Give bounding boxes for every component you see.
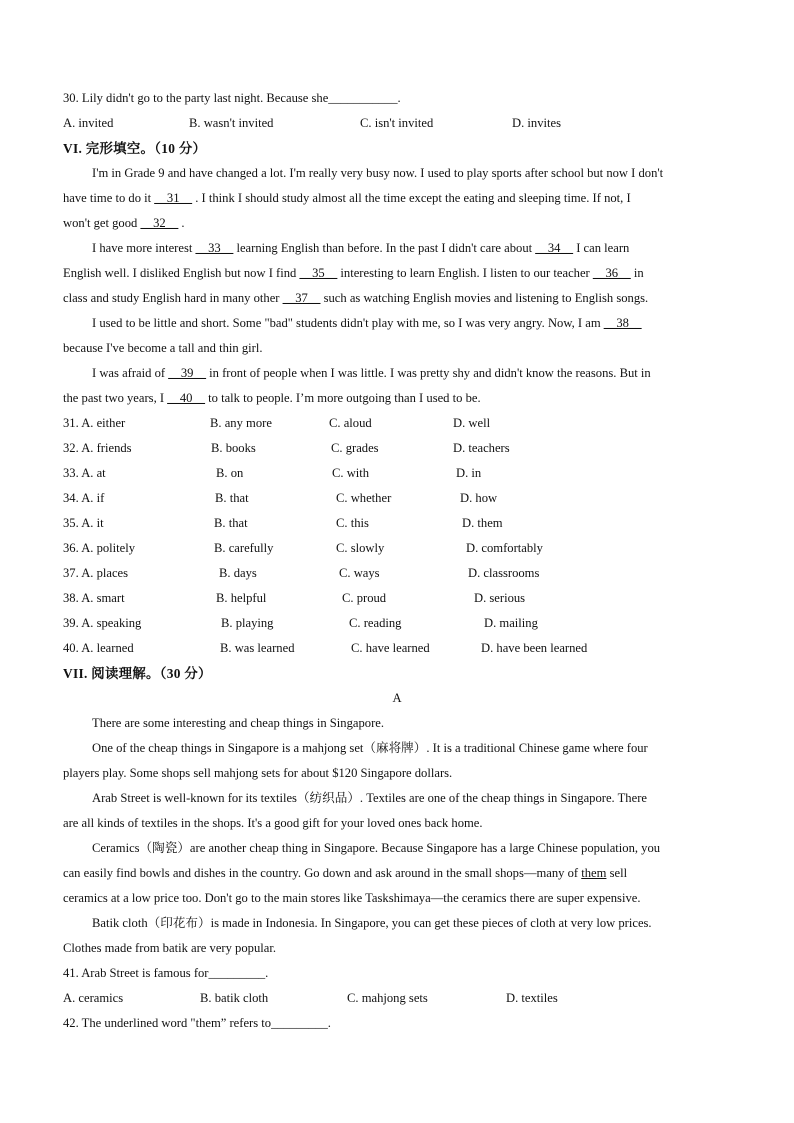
option-c: C. isn't invited	[360, 116, 434, 130]
blank-39: __39__	[168, 366, 207, 380]
passage-line: I used to be little and short. Some "bad" students didn't play with me, so I was very angry. Now, I am __38__	[92, 316, 642, 330]
blank-32: __32__	[140, 216, 179, 230]
question-41-options	[63, 986, 731, 1011]
cloze-question-36: 36. A. politely B. carefully C. slowly D. comfortably	[63, 541, 543, 555]
passage-line: won't get good __32__ .	[63, 216, 185, 230]
question-41-stem: 41. Arab Street is famous for_________.	[63, 966, 269, 980]
blank-38: __38__	[603, 316, 642, 330]
option-a: A. invited	[63, 116, 114, 130]
blank-40: __40__	[167, 391, 205, 405]
cloze-question-35: 35. A. it B. that C. this D. them	[63, 516, 503, 530]
exam-page	[63, 86, 731, 1036]
cloze-question-37: 37. A. places B. days C. ways D. classrooms	[63, 566, 540, 580]
reading-line: can easily find bowls and dishes in the country. Go down and ask around in the small shops—many of them sell	[63, 866, 628, 880]
blank-37: __37__	[282, 291, 321, 305]
passage-label: A	[392, 691, 402, 705]
cloze-question-40: 40. A. learned B. was learned C. have learned D. have been learned	[63, 641, 588, 655]
section-6-heading: VI. 完形填空。（10 分）	[63, 141, 207, 156]
reading-line: are all kinds of textiles in the shops. It's a good gift for your loved ones back home.	[63, 816, 483, 830]
option-b: B. batik cloth	[200, 991, 269, 1005]
option-d: D. invites	[512, 116, 561, 130]
reading-line: ceramics at a low price too. Don't go to the main stores like Taskshimaya—the ceramics there are super expensive.	[63, 891, 641, 905]
reading-line: Arab Street is well-known for its textiles（纺织品）. Textiles are one of the cheap things in Singapore. There	[92, 791, 647, 805]
blank-31: __31__	[154, 191, 193, 205]
option-a: A. ceramics	[63, 991, 124, 1005]
passage-line: have time to do it __31__ . I think I should study almost all the time except the eating and sleeping time. If not, I	[63, 191, 631, 205]
option-d: D. textiles	[506, 991, 558, 1005]
section-7-heading: VII. 阅读理解。（30 分）	[63, 666, 212, 681]
passage-line: because I've become a tall and thin girl.	[63, 341, 263, 355]
reading-line: Clothes made from batik are very popular.	[63, 941, 276, 955]
blank-35: __35__	[299, 266, 338, 280]
cloze-question-33: 33. A. at B. on C. with D. in	[63, 466, 482, 480]
reading-line: players play. Some shops sell mahjong sets for about $120 Singapore dollars.	[63, 766, 453, 780]
cloze-question-39: 39. A. speaking B. playing C. reading D. mailing	[63, 616, 538, 630]
reading-line: There are some interesting and cheap things in Singapore.	[92, 716, 385, 730]
reading-line: One of the cheap things in Singapore is a mahjong set（麻将牌）. It is a traditional Chinese game where four	[92, 741, 648, 755]
cloze-question-31: 31. A. either B. any more C. aloud D. well	[63, 416, 491, 430]
passage-line: I'm in Grade 9 and have changed a lot. I'm really very busy now. I used to play sports after school but now I don't	[92, 166, 664, 180]
blank-36: __36__	[592, 266, 631, 280]
blank-33: __33__	[195, 241, 234, 255]
reading-line: Batik cloth（印花布）is made in Indonesia. In Singapore, you can get these pieces of cloth at very low prices.	[92, 916, 652, 930]
passage-line: I was afraid of __39__ in front of people when I was little. I was pretty shy and didn't know the reasons. But in	[92, 366, 651, 380]
passage-line: class and study English hard in many other __37__ such as watching English movies and listening to English songs.	[63, 291, 649, 305]
question-30-stem: 30. Lily didn't go to the party last night. Because she___________.	[63, 91, 401, 105]
reading-line: Ceramics（陶瓷）are another cheap thing in Singapore. Because Singapore has a large Chinese population, you	[92, 841, 661, 855]
question-30-options	[63, 111, 731, 136]
option-c: C. mahjong sets	[347, 991, 428, 1005]
blank-34: __34__	[535, 241, 574, 255]
cloze-question-32: 32. A. friends B. books C. grades D. teachers	[63, 441, 510, 455]
passage-line: the past two years, I __40__ to talk to people. I’m more outgoing than I used to be.	[63, 391, 481, 405]
question-42-stem: 42. The underlined word "them” refers to_________.	[63, 1016, 331, 1030]
underlined-word-them: them	[581, 866, 607, 880]
passage-line: I have more interest __33__ learning English than before. In the past I didn't care about __34__ I can learn	[92, 241, 630, 255]
cloze-question-38: 38. A. smart B. helpful C. proud D. serious	[63, 591, 526, 605]
passage-line: English well. I disliked English but now I find __35__ interesting to learn English. I listen to our teacher __36__ in	[63, 266, 644, 280]
option-b: B. wasn't invited	[189, 116, 274, 130]
cloze-question-34: 34. A. if B. that C. whether D. how	[63, 491, 498, 505]
